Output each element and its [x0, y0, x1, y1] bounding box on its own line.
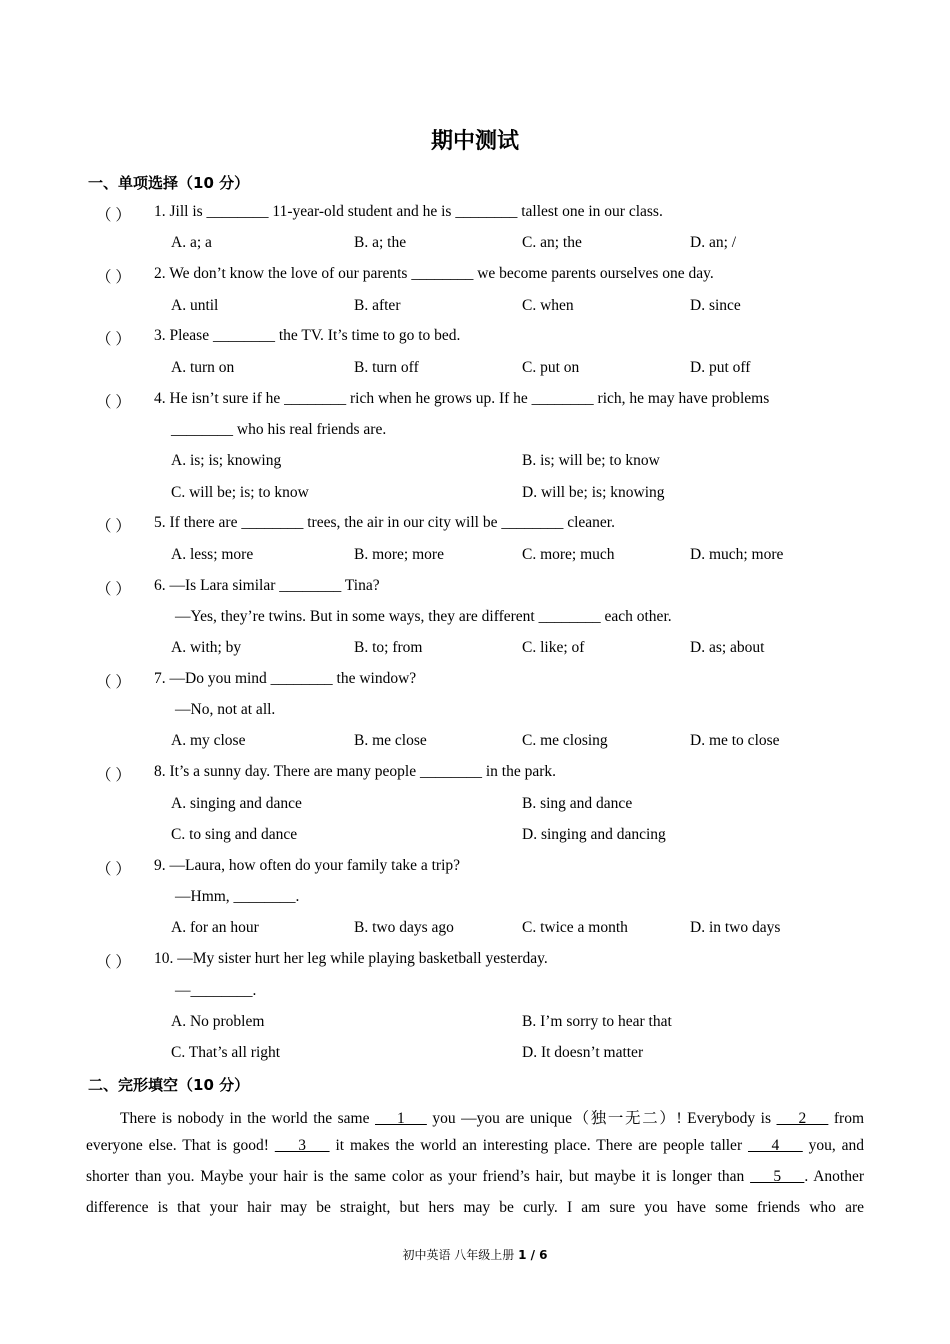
question-7-option-d: D. me to close	[690, 732, 780, 749]
question-6-stem-line-2: —Yes, they’re twins. But in some ways, they are different ________ each other.	[175, 608, 672, 625]
question-4-stem-line-2: ________ who his real friends are.	[171, 421, 387, 438]
answer-paren-4: （ ）	[96, 394, 131, 411]
question-3-option-c: C. put on	[522, 359, 580, 376]
cloze-line-3: shorter than you. Maybe your hair is the same color as your friend’s hair, but maybe it is longer than 5 . Another	[86, 1168, 864, 1185]
question-2-stem: 2. We don’t know the love of our parents ________ we become parents ourselves one day.	[154, 265, 714, 282]
question-2-option-b: B. after	[354, 297, 401, 314]
cloze-blank-4: 4	[747, 1137, 803, 1154]
question-8-option-d: D. singing and dancing	[522, 826, 666, 843]
question-5-stem: 5. If there are ________ trees, the air in our city will be ________ cleaner.	[154, 514, 615, 531]
question-6-option-b: B. to; from	[354, 639, 423, 656]
question-7-stem: 7. —Do you mind ________ the window?	[154, 670, 417, 687]
question-10-option-a: A. No problem	[171, 1013, 265, 1030]
cloze-blank-5: 5	[750, 1168, 805, 1185]
question-7-stem-line-2: —No, not at all.	[175, 701, 276, 718]
answer-paren-5: （ ）	[96, 518, 131, 535]
cloze-line-1: There is nobody in the world the same 1 you —you are unique（独一无二）! Everybody is 2 from	[120, 1110, 865, 1127]
cloze-line-4: difference is that your hair may be straight, but hers may be curly. I am sure you have some friends who are	[86, 1199, 864, 1216]
question-6-stem: 6. —Is Lara similar ________ Tina?	[154, 577, 380, 594]
section-heading-1: 一、单项选择（10 分）	[88, 174, 250, 192]
cloze-blank-1: 1	[375, 1110, 427, 1127]
question-4-stem: 4. He isn’t sure if he ________ rich when he grows up. If he ________ rich, he may have problems	[154, 390, 770, 407]
cloze-line-2: everyone else. That is good! 3 it makes the world an interesting place. There are people taller 4 you, and	[86, 1137, 865, 1154]
answer-paren-10: （ ）	[96, 954, 131, 971]
question-10-stem: 10. —My sister hurt her leg while playing basketball yesterday.	[154, 950, 548, 967]
question-8-option-b: B. sing and dance	[522, 795, 633, 812]
answer-paren-3: （ ）	[96, 331, 131, 348]
answer-paren-9: （ ）	[96, 861, 131, 878]
question-10-option-b: B. I’m sorry to hear that	[522, 1013, 672, 1030]
cloze-blank-3: 3	[274, 1137, 330, 1154]
question-3-option-d: D. put off	[690, 359, 751, 376]
question-10-option-c: C. That’s all right	[171, 1044, 281, 1061]
question-5-option-c: C. more; much	[522, 546, 615, 563]
question-1-option-c: C. an; the	[522, 234, 582, 251]
question-9-option-c: C. twice a month	[522, 919, 628, 936]
question-4-option-d: D. will be; is; knowing	[522, 484, 665, 501]
question-9-option-d: D. in two days	[690, 919, 781, 936]
question-9-stem: 9. —Laura, how often do your family take a trip?	[154, 857, 461, 874]
cloze-blank-2: 2	[776, 1110, 829, 1127]
question-6-option-a: A. with; by	[171, 639, 242, 656]
question-4-option-c: C. will be; is; to know	[171, 484, 309, 501]
question-8-option-c: C. to sing and dance	[171, 826, 298, 843]
question-7-option-c: C. me closing	[522, 732, 608, 749]
question-8-option-a: A. singing and dance	[171, 795, 302, 812]
question-2-option-a: A. until	[171, 297, 219, 314]
question-9-stem-line-2: —Hmm, ________.	[175, 888, 300, 905]
page-title: 期中测试	[430, 129, 519, 154]
question-9-option-a: A. for an hour	[171, 919, 259, 936]
question-3-option-b: B. turn off	[354, 359, 419, 376]
question-1-option-a: A. a; a	[171, 234, 212, 251]
answer-paren-8: （ ）	[96, 767, 131, 784]
question-1-stem: 1. Jill is ________ 11-year-old student and he is ________ tallest one in our class.	[154, 203, 663, 220]
question-4-option-b: B. is; will be; to know	[522, 452, 660, 469]
question-7-option-a: A. my close	[171, 732, 246, 749]
page-footer: 初中英语 八年级上册 1 / 6	[402, 1248, 548, 1262]
question-5-option-a: A. less; more	[171, 546, 254, 563]
question-10-stem-line-2: —________.	[175, 982, 257, 999]
answer-paren-6: （ ）	[96, 581, 131, 598]
question-2-option-c: C. when	[522, 297, 574, 314]
answer-paren-2: （ ）	[96, 269, 131, 286]
question-4-option-a: A. is; is; knowing	[171, 452, 282, 469]
section-heading-2: 二、完形填空（10 分）	[88, 1076, 250, 1094]
question-9-option-b: B. two days ago	[354, 919, 454, 936]
question-3-option-a: A. turn on	[171, 359, 235, 376]
question-6-option-d: D. as; about	[690, 639, 765, 656]
question-10-option-d: D. It doesn’t matter	[522, 1044, 644, 1061]
answer-paren-1: （ ）	[96, 207, 131, 224]
question-6-option-c: C. like; of	[522, 639, 585, 656]
question-8-stem: 8. It’s a sunny day. There are many people ________ in the park.	[154, 763, 557, 780]
question-1-option-b: B. a; the	[354, 234, 407, 251]
question-2-option-d: D. since	[690, 297, 741, 314]
question-5-option-b: B. more; more	[354, 546, 444, 563]
question-3-stem: 3. Please ________ the TV. It’s time to go to bed.	[154, 327, 461, 344]
answer-paren-7: （ ）	[96, 674, 131, 691]
question-5-option-d: D. much; more	[690, 546, 784, 563]
page-number: 1 / 6	[518, 1248, 548, 1262]
question-7-option-b: B. me close	[354, 732, 427, 749]
question-1-option-d: D. an; /	[690, 234, 737, 251]
